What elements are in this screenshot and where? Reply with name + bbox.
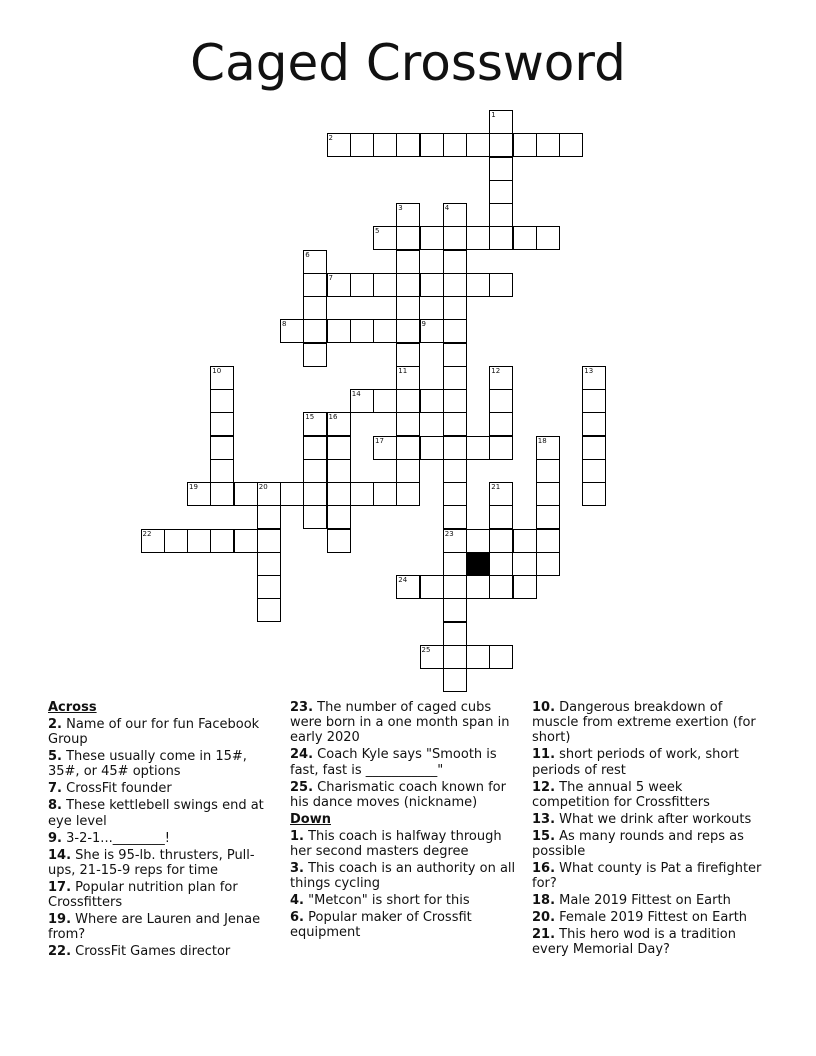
clue-item xyxy=(48,848,274,878)
grid-cell[interactable] xyxy=(443,203,467,227)
grid-cell[interactable] xyxy=(350,482,374,506)
clue-text: What county is Pat a firefighter for? xyxy=(532,861,762,892)
clue-number-label: 21 xyxy=(491,483,501,491)
grid-cell[interactable] xyxy=(373,226,397,250)
clue-text: The number of caged cubs were born in a one month span in early 2020 xyxy=(290,700,510,746)
clue-number: 2. xyxy=(48,717,62,732)
clue-number-label: 3 xyxy=(398,204,403,212)
grid-cell[interactable] xyxy=(489,529,513,553)
clue-item xyxy=(532,829,764,859)
clue-number: 16. xyxy=(532,861,556,877)
clue-number-label: 20 xyxy=(258,483,268,491)
grid-cell[interactable] xyxy=(466,273,490,297)
clue-number: 17. xyxy=(48,879,72,895)
grid-cell[interactable] xyxy=(210,436,234,460)
grid-cell[interactable] xyxy=(396,436,420,460)
clue-number-label: 7 xyxy=(328,273,333,282)
grid-cell[interactable] xyxy=(489,505,513,529)
clue-number-label: 17 xyxy=(375,436,384,445)
grid-cell[interactable] xyxy=(536,529,560,553)
grid-cell[interactable] xyxy=(396,133,420,157)
grid-cell[interactable] xyxy=(210,459,234,483)
grid-cell[interactable] xyxy=(327,505,351,529)
clue-column-1 xyxy=(48,700,274,961)
clue-number-label: 15 xyxy=(305,413,315,422)
grid-cell[interactable] xyxy=(443,436,467,460)
clue-number: 15. xyxy=(532,828,556,844)
grid-cell[interactable] xyxy=(280,319,304,343)
grid-cell[interactable] xyxy=(303,412,327,436)
clue-number: 6. xyxy=(290,910,304,926)
clue-item xyxy=(48,781,274,796)
grid-cell[interactable] xyxy=(489,157,513,181)
clue-number-label: 16 xyxy=(328,413,338,422)
grid-cell[interactable] xyxy=(443,645,467,669)
clue-text: Charismatic coach known for his dance moves (nickname) xyxy=(290,779,506,810)
clue-text: Dangerous breakdown of muscle from extreme exertion (for short) xyxy=(532,700,756,746)
grid-cell[interactable] xyxy=(489,133,513,157)
grid-cell[interactable] xyxy=(303,296,327,320)
clue-number: 3. xyxy=(290,861,304,877)
clue-text: Name of our for fun Facebook Group xyxy=(48,717,260,748)
grid-cell[interactable] xyxy=(257,505,281,529)
grid-cell[interactable] xyxy=(350,389,374,413)
grid-cell[interactable] xyxy=(443,459,467,483)
grid-cell[interactable] xyxy=(420,645,444,669)
clue-item xyxy=(48,749,274,779)
grid-cell[interactable] xyxy=(420,226,444,250)
grid-cell[interactable] xyxy=(443,250,467,274)
clue-text: CrossFit founder xyxy=(61,781,172,797)
grid-cell[interactable] xyxy=(396,296,420,320)
grid-cell[interactable] xyxy=(443,319,467,343)
clue-text: The annual 5 week competition for Crossfitters xyxy=(532,779,710,810)
grid-cell[interactable] xyxy=(513,226,537,250)
grid-cell[interactable] xyxy=(327,459,351,483)
grid-cell[interactable] xyxy=(257,529,281,553)
clue-item xyxy=(48,880,274,910)
clue-text: Male 2019 Fittest on Earth xyxy=(555,893,731,909)
grid-cell[interactable] xyxy=(396,482,420,506)
clue-text: This coach is halfway through her second masters degree xyxy=(290,828,502,860)
grid-cell[interactable] xyxy=(582,366,606,390)
clue-column-3 xyxy=(532,700,764,959)
grid-cell[interactable] xyxy=(396,203,420,227)
grid-cell[interactable] xyxy=(257,575,281,599)
clue-number-label: 4 xyxy=(444,204,450,212)
clue-number-label: 19 xyxy=(189,483,198,491)
grid-cell[interactable] xyxy=(396,366,420,390)
grid-cell[interactable] xyxy=(489,552,513,576)
grid-cell[interactable] xyxy=(210,412,234,436)
grid-cell[interactable] xyxy=(489,645,513,669)
grid-cell[interactable] xyxy=(210,389,234,413)
clue-item xyxy=(532,893,764,908)
grid-cell[interactable] xyxy=(443,296,467,320)
grid-cell[interactable] xyxy=(373,482,397,506)
grid-cell[interactable] xyxy=(280,482,304,506)
grid-cell[interactable] xyxy=(420,389,444,413)
clue-item xyxy=(290,861,518,891)
grid-cell[interactable] xyxy=(443,505,467,529)
grid-cell[interactable] xyxy=(489,226,513,250)
grid-cell[interactable] xyxy=(489,389,513,413)
clue-item xyxy=(48,831,274,846)
grid-cell[interactable] xyxy=(373,319,397,343)
grid-cell[interactable] xyxy=(373,273,397,297)
grid-cell[interactable] xyxy=(443,133,467,157)
clue-number-label: 5 xyxy=(375,227,380,236)
clue-item xyxy=(48,717,274,747)
grid-cell[interactable] xyxy=(443,273,467,297)
grid-cell[interactable] xyxy=(536,226,560,250)
clue-number: 14. xyxy=(48,847,72,863)
clue-number-label: 18 xyxy=(537,436,547,445)
clue-item xyxy=(532,910,764,925)
clue-item xyxy=(290,910,518,940)
grid-cell[interactable] xyxy=(466,529,490,553)
clue-item xyxy=(290,829,518,859)
grid-cell[interactable] xyxy=(350,273,374,297)
clue-number-label: 25 xyxy=(421,645,431,654)
down-clue-list-1 xyxy=(290,829,518,941)
grid-cell[interactable] xyxy=(536,552,560,576)
clue-text: This hero wod is a tradition every Memorial Day? xyxy=(532,927,737,958)
grid-cell[interactable] xyxy=(513,133,537,157)
grid-cell[interactable] xyxy=(396,273,420,297)
grid-cell[interactable] xyxy=(489,203,513,227)
clue-number: 12. xyxy=(532,779,556,795)
grid-cell[interactable] xyxy=(582,436,606,460)
clue-number: 11. xyxy=(532,747,556,763)
grid-cell[interactable] xyxy=(327,529,351,553)
clue-text: CrossFit Games director xyxy=(71,944,231,960)
grid-cell[interactable] xyxy=(303,319,327,343)
grid-cell[interactable] xyxy=(443,552,467,576)
grid-cell[interactable] xyxy=(443,366,467,390)
grid-cell[interactable] xyxy=(373,436,397,460)
clue-number-label: 11 xyxy=(398,366,408,375)
down-heading: Down xyxy=(290,811,331,827)
grid-cell[interactable] xyxy=(303,459,327,483)
clue-column-2 xyxy=(290,700,518,942)
clue-text: Popular maker of Crossfit equipment xyxy=(290,910,472,941)
clue-number-label: 14 xyxy=(351,390,361,398)
grid-cell[interactable] xyxy=(396,250,420,274)
clue-item xyxy=(532,812,764,827)
clue-item xyxy=(48,798,274,828)
across-clue-list-1 xyxy=(48,717,274,959)
clue-item xyxy=(290,747,518,777)
clue-text: Popular nutrition plan for Crossfitters xyxy=(48,879,238,911)
grid-cell[interactable] xyxy=(582,389,606,413)
clue-number: 21. xyxy=(532,927,556,943)
grid-cell[interactable] xyxy=(536,459,560,483)
grid-cell[interactable] xyxy=(396,343,420,367)
grid-cell[interactable] xyxy=(559,133,583,157)
grid-cell[interactable] xyxy=(303,250,327,274)
grid-cell[interactable] xyxy=(420,133,444,157)
clue-number: 10. xyxy=(532,700,556,715)
clue-text: These kettlebell swings end at eye level xyxy=(48,798,264,829)
grid-cell[interactable] xyxy=(396,412,420,436)
grid-cell[interactable] xyxy=(489,366,513,390)
clue-number: 5. xyxy=(48,749,62,765)
grid-cell[interactable] xyxy=(303,436,327,460)
grid-cell[interactable] xyxy=(536,482,560,506)
grid-cell[interactable] xyxy=(327,482,351,506)
grid-cell[interactable] xyxy=(303,482,327,506)
clue-number-label: 13 xyxy=(584,366,594,375)
grid-cell[interactable] xyxy=(536,133,560,157)
grid-black-cell xyxy=(466,552,490,576)
grid-cell[interactable] xyxy=(350,133,374,157)
grid-cell[interactable] xyxy=(489,412,513,436)
clue-item xyxy=(532,861,764,891)
clue-number-label: 23 xyxy=(444,529,454,538)
grid-cell[interactable] xyxy=(443,482,467,506)
clue-number-label: 10 xyxy=(212,366,222,375)
grid-cell[interactable] xyxy=(466,645,490,669)
clue-item xyxy=(532,700,764,746)
grid-cell[interactable] xyxy=(373,133,397,157)
grid-cell[interactable] xyxy=(443,389,467,413)
grid-cell[interactable] xyxy=(303,343,327,367)
grid-cell[interactable] xyxy=(327,436,351,460)
across-clue-list-2 xyxy=(290,700,518,810)
clue-number-label: 2 xyxy=(328,134,333,143)
grid-cell[interactable] xyxy=(420,319,444,343)
grid-cell[interactable] xyxy=(210,529,234,553)
grid-cell[interactable] xyxy=(257,552,281,576)
clue-item xyxy=(290,893,518,908)
grid-cell[interactable] xyxy=(489,180,513,204)
grid-cell[interactable] xyxy=(396,389,420,413)
clue-number-label: 12 xyxy=(491,366,501,375)
grid-cell[interactable] xyxy=(582,459,606,483)
clue-item xyxy=(290,780,518,810)
grid-cell[interactable] xyxy=(443,575,467,599)
clue-item xyxy=(532,747,764,777)
grid-cell[interactable] xyxy=(257,598,281,622)
clue-text: 3-2-1...________! xyxy=(61,830,170,846)
grid-cell[interactable] xyxy=(327,273,351,297)
clue-text: short periods of work, short periods of rest xyxy=(532,747,739,778)
clue-number-label: 24 xyxy=(398,576,408,584)
grid-cell[interactable] xyxy=(396,226,420,250)
clue-text: Coach Kyle says "Smooth is fast, fast is ___________" xyxy=(290,747,497,778)
grid-cell[interactable] xyxy=(443,668,467,692)
clue-text: "Metcon" is short for this xyxy=(303,893,470,909)
clue-number-label: 22 xyxy=(142,529,152,538)
clue-number: 25. xyxy=(290,779,314,795)
grid-cell[interactable] xyxy=(466,133,490,157)
page-title: Caged Crossword xyxy=(190,34,626,92)
grid-cell[interactable] xyxy=(582,482,606,506)
grid-cell[interactable] xyxy=(187,529,211,553)
grid-cell[interactable] xyxy=(420,273,444,297)
grid-cell[interactable] xyxy=(396,575,420,599)
grid-cell[interactable] xyxy=(582,412,606,436)
grid-cell[interactable] xyxy=(443,529,467,553)
clue-text: Where are Lauren and Jenae from? xyxy=(48,912,261,943)
grid-cell[interactable] xyxy=(327,133,351,157)
grid-cell[interactable] xyxy=(489,273,513,297)
clue-number: 4. xyxy=(290,893,304,909)
clue-text: These usually come in 15#, 35#, or 45# options xyxy=(48,749,247,780)
grid-cell[interactable] xyxy=(489,436,513,460)
grid-cell[interactable] xyxy=(489,575,513,599)
clue-item xyxy=(532,927,764,957)
clue-number: 8. xyxy=(48,798,62,814)
grid-cell[interactable] xyxy=(257,482,281,506)
grid-cell[interactable] xyxy=(373,389,397,413)
grid-cell[interactable] xyxy=(443,226,467,250)
grid-cell[interactable] xyxy=(536,505,560,529)
grid-cell[interactable] xyxy=(513,575,537,599)
clue-number: 9. xyxy=(48,830,62,846)
grid-cell[interactable] xyxy=(210,366,234,390)
grid-cell[interactable] xyxy=(141,529,165,553)
grid-cell[interactable] xyxy=(466,575,490,599)
clue-number-label: 6 xyxy=(305,250,310,259)
clue-number-label: 1 xyxy=(491,111,496,119)
grid-cell[interactable] xyxy=(443,622,467,646)
grid-cell[interactable] xyxy=(513,529,537,553)
clue-text: What we drink after workouts xyxy=(555,811,752,827)
grid-cell[interactable] xyxy=(489,482,513,506)
clue-number: 19. xyxy=(48,912,72,928)
clue-item xyxy=(290,700,518,746)
grid-cell[interactable] xyxy=(327,319,351,343)
grid-cell[interactable] xyxy=(303,505,327,529)
clue-number: 22. xyxy=(48,944,72,960)
grid-cell[interactable] xyxy=(466,436,490,460)
clue-number: 7. xyxy=(48,781,62,797)
grid-cell[interactable] xyxy=(489,110,513,134)
grid-cell[interactable] xyxy=(234,529,258,553)
clue-number-label: 9 xyxy=(421,320,426,329)
clue-text: This coach is an authority on all things cycling xyxy=(290,861,516,892)
clue-text: She is 95-lb. thrusters, Pull-ups, 21-15-9 reps for time xyxy=(48,847,255,878)
clue-text: Female 2019 Fittest on Earth xyxy=(555,910,748,926)
clue-number: 1. xyxy=(290,828,304,844)
grid-cell[interactable] xyxy=(234,482,258,506)
clue-item xyxy=(48,944,274,959)
clue-item xyxy=(532,780,764,810)
clue-item xyxy=(48,912,274,942)
clue-number-label: 8 xyxy=(282,320,287,329)
grid-cell[interactable] xyxy=(443,412,467,436)
grid-cell[interactable] xyxy=(303,273,327,297)
grid-cell[interactable] xyxy=(420,436,444,460)
grid-cell[interactable] xyxy=(420,575,444,599)
grid-cell[interactable] xyxy=(443,343,467,367)
grid-cell[interactable] xyxy=(443,598,467,622)
grid-cell[interactable] xyxy=(350,319,374,343)
grid-cell[interactable] xyxy=(396,459,420,483)
clue-number: 20. xyxy=(532,910,556,926)
down-clue-list-2 xyxy=(532,700,764,958)
grid-cell[interactable] xyxy=(164,529,188,553)
across-heading: Across xyxy=(48,700,97,715)
clue-number: 18. xyxy=(532,893,556,909)
grid-cell[interactable] xyxy=(187,482,211,506)
grid-cell[interactable] xyxy=(210,482,234,506)
clue-number: 13. xyxy=(532,811,556,827)
grid-cell[interactable] xyxy=(396,319,420,343)
clue-number: 24. xyxy=(290,747,314,763)
grid-cell[interactable] xyxy=(536,436,560,460)
clue-text: As many rounds and reps as possible xyxy=(532,828,744,860)
grid-cell[interactable] xyxy=(327,412,351,436)
grid-cell[interactable] xyxy=(466,226,490,250)
clue-number: 23. xyxy=(290,700,314,715)
